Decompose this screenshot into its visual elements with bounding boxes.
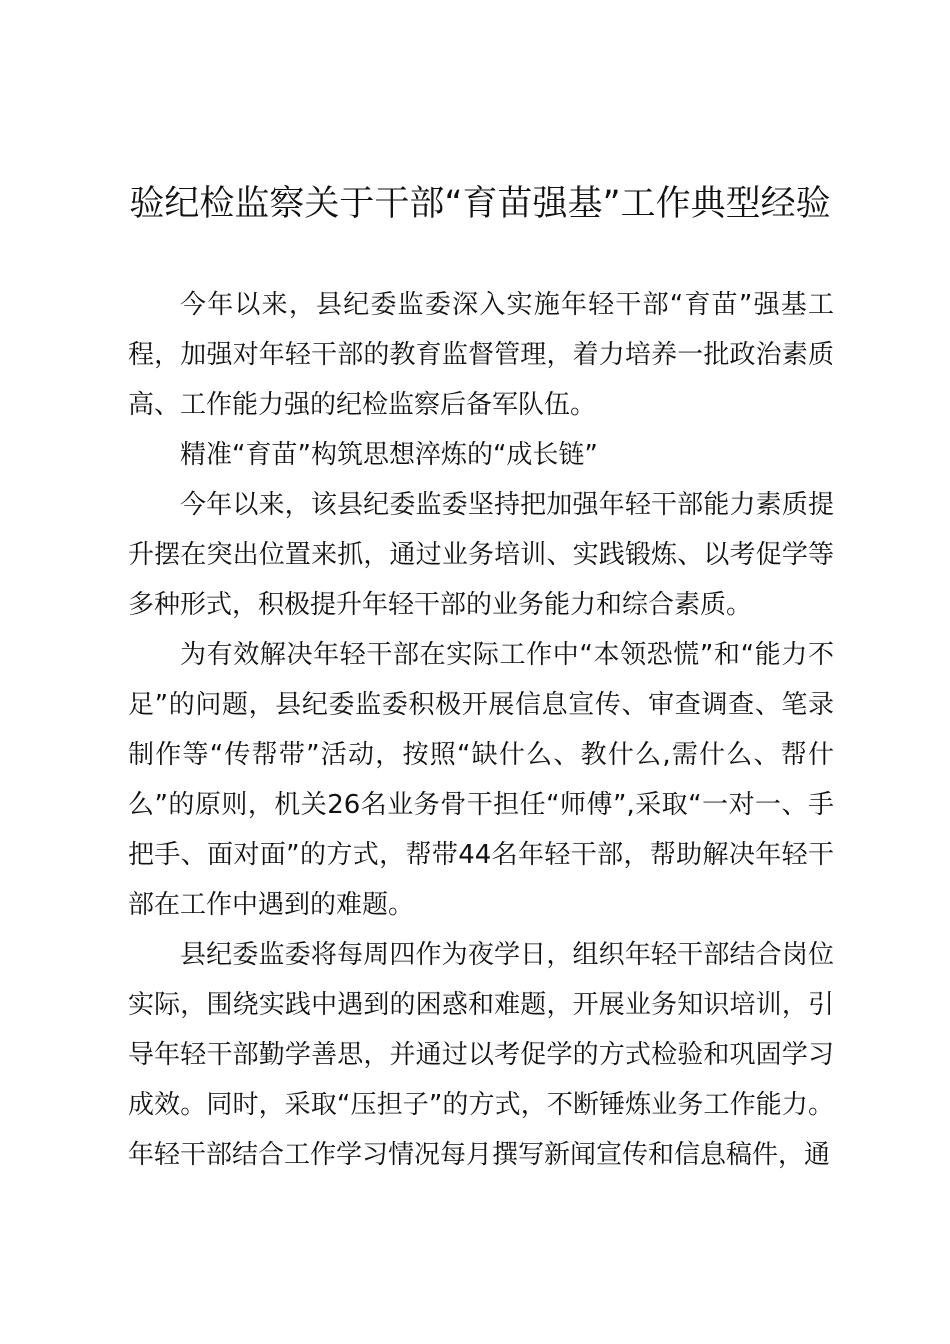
paragraph: 为有效解决年轻干部在实际工作中“本领恐慌”和“能力不足”的问题，县纪委监委积极开展信息宣传、审查调查、笔录制作等“传帮带”活动，按照“缺什么、教什么,需什么、帮什么”的原则，机关26名业务骨干担任“师傅”,采取“一对一、手把手、面对面”的方式，帮带44名年轻干部，帮助解决年轻干部在工作中遇到的难题。 — [128, 640, 834, 920]
section-heading: 精准“育苗”构筑思想淬炼的“成长链” — [180, 440, 598, 470]
paragraph-intro: 今年以来，县纪委监委深入实施年轻干部“育苗”强基工程，加强对年轻干部的教育监督管理，着力培养一批政治素质高、工作能力强的纪检监察后备军队伍。 — [128, 290, 834, 420]
paragraph: 今年以来，该县纪委监委坚持把加强年轻干部能力素质提升摆在突出位置来抓，通过业务培训、实践锻炼、以考促学等多种形式，积极提升年轻干部的业务能力和综合素质。 — [128, 490, 834, 620]
document-title: 验纪检监察关于干部“育苗强基”工作典型经验 — [129, 184, 831, 224]
document-body — [128, 280, 834, 1180]
paragraph: 县纪委监委将每周四作为夜学日，组织年轻干部结合岗位实际，围绕实践中遇到的困惑和难题，开展业务知识培训，引导年轻干部勤学善思，并通过以考促学的方式检验和巩固学习成效。同时，采取“压担子”的方式，不断锤炼业务工作能力。年轻干部结合工作学习情况每月撰写新闻宣传和信息稿件，通 — [128, 940, 834, 1170]
